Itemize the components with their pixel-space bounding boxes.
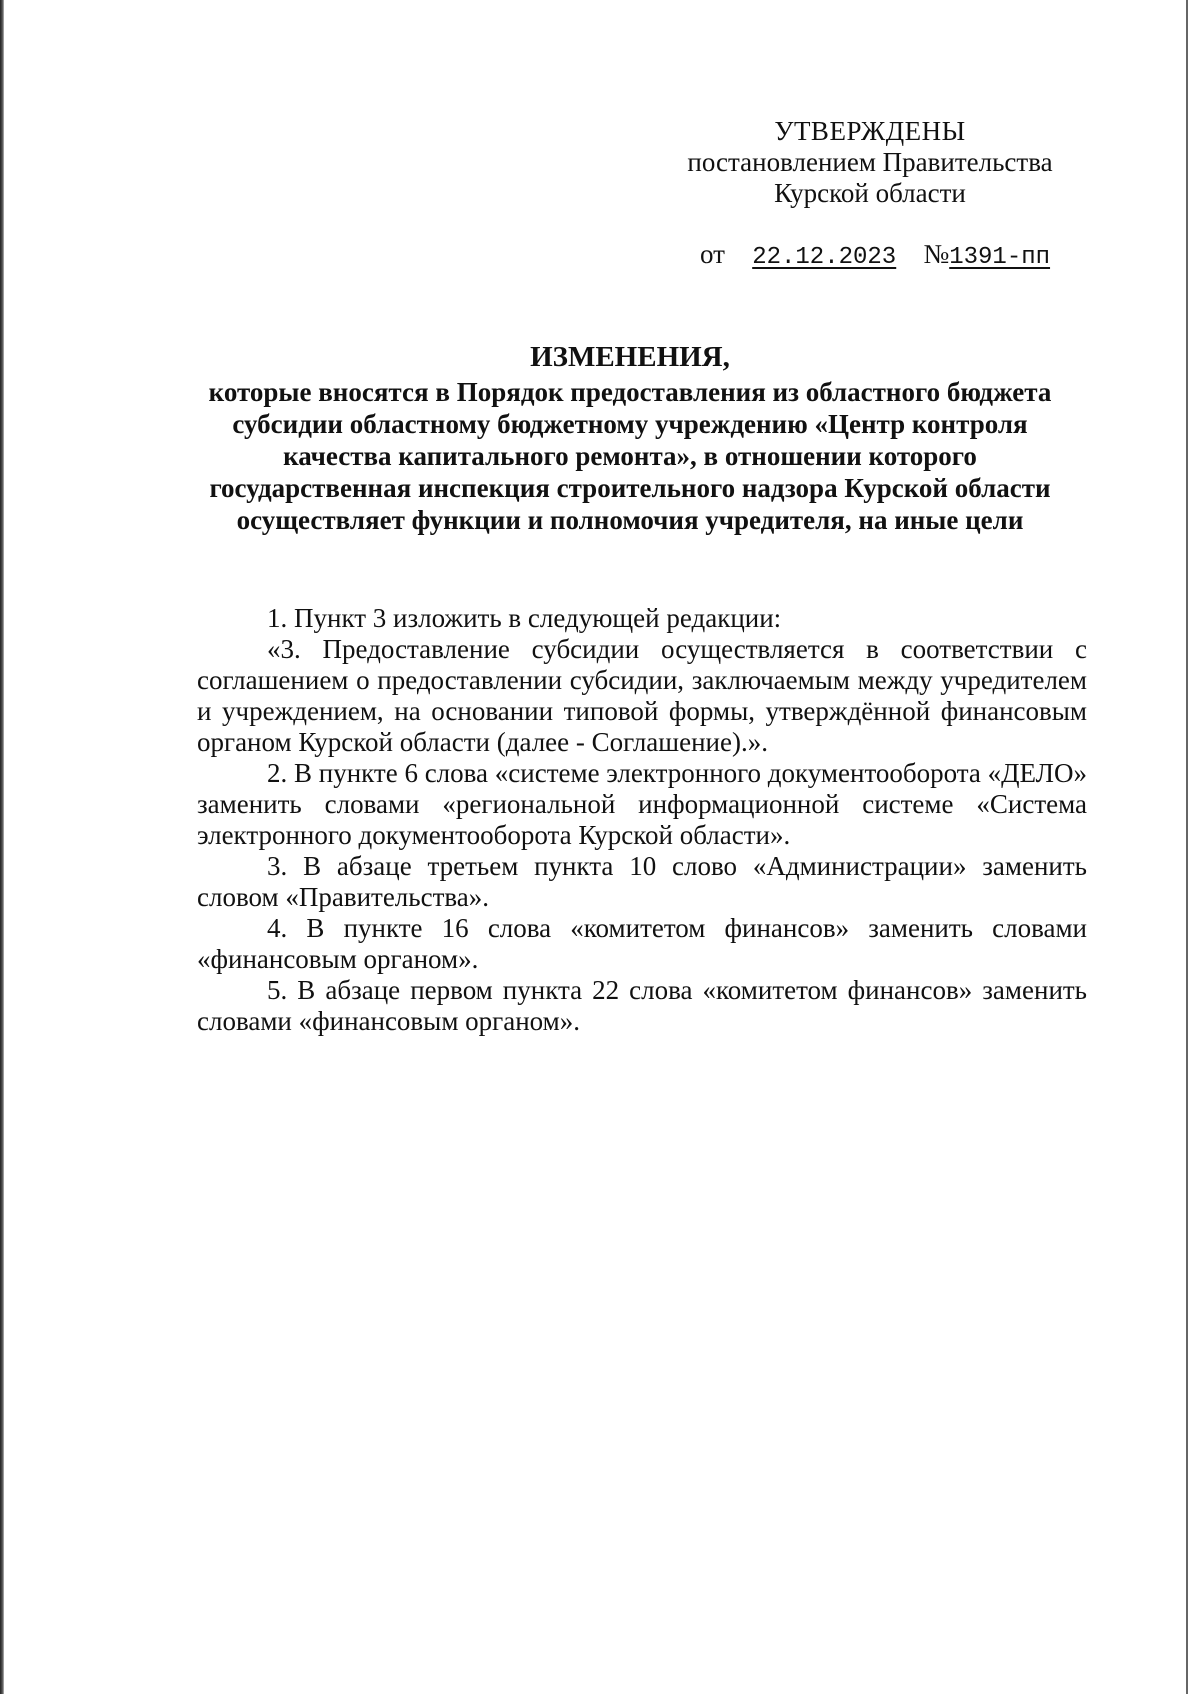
approval-block: [640, 116, 1100, 273]
document-body: [197, 603, 1087, 1037]
date-prefix: от: [700, 239, 725, 269]
paragraph-5: 4. В пункте 16 слова «комитетом финансов» заменить словами «финансовым органом».: [197, 913, 1087, 974]
number-prefix: №: [923, 239, 950, 269]
scan-edge-left: [0, 0, 4, 1694]
approval-region: Курской области: [774, 178, 966, 208]
heading-title: ИЗМЕНЕНИЯ,: [530, 341, 730, 373]
approval-date: 22.12.2023: [752, 244, 897, 271]
approval-number: 1391-пп: [949, 244, 1051, 271]
approval-title: УТВЕРЖДЕНЫ: [774, 116, 966, 146]
document-heading: [180, 338, 1080, 536]
paragraph-3: 2. В пункте 6 слова «системе электронного документооборота «ДЕЛО» заменить словами «региональной информационной системе «Система электронного документооборота Курской области».: [197, 758, 1087, 850]
scan-edge-right: [1186, 0, 1188, 1694]
paragraph-1: 1. Пункт 3 изложить в следующей редакции:: [267, 603, 782, 633]
paragraph-6: 5. В абзаце первом пункта 22 слова «комитетом финансов» заменить словами «финансовым органом».: [197, 975, 1087, 1036]
approval-reference: [640, 239, 1100, 273]
paragraph-2: «3. Предоставление субсидии осуществляется в соответствии с соглашением о предоставлении субсидии, заключаемым между учредителем и учреждением, на основании типовой формы, утверждённой финансовым органом Курской области (далее - Соглашение).».: [197, 634, 1087, 757]
approval-issuer: постановлением Правительства: [687, 147, 1053, 177]
paragraph-4: 3. В абзаце третьем пункта 10 слово «Администрации» заменить словом «Правительства».: [197, 851, 1087, 912]
heading-subtitle: которые вносятся в Порядок предоставления из областного бюджета субсидии областному бюджетному учреждению «Центр контроля качества капитального ремонта», в отношении которого государственная инспекция строительного надзора Курской области осуществляет функции и полномочия учредителя, на иные цели: [208, 377, 1052, 535]
